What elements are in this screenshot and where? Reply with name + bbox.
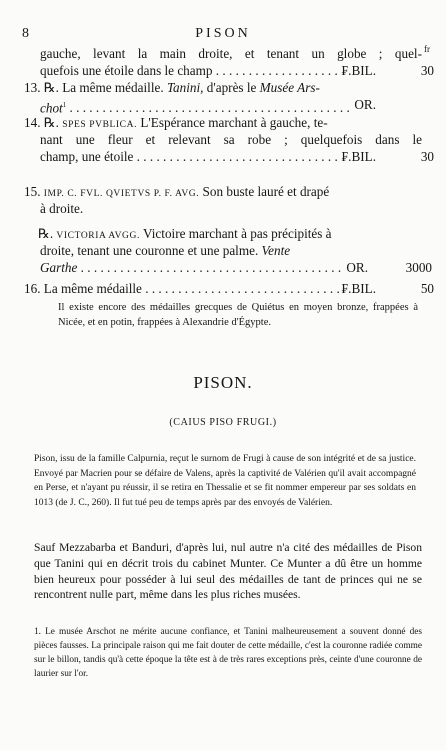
- footnote: 1. Le musée Arschot ne mérite aucune confiance, et Tanini malheureusement a souvent donné des pièces fausses. La principale raison qui me fait douter de cette médaille, c'est la couronne radiée comme sur le billon, tandis qu'à cette époque la tête est à de très rares exceptions près, ceinte d'une couronne de laurier sur l'or.: [34, 627, 422, 679]
- section-title: PISON.: [193, 373, 253, 392]
- entry-line: droite, tenant une couronne et une palme. Vente: [40, 243, 291, 258]
- entry-line: à droite.: [40, 201, 84, 216]
- column-head: fr: [424, 44, 430, 54]
- price: 3000: [405, 260, 432, 275]
- entry-14: 14. ℞. SPES PVBLICA. L'Espérance marchant à gauche, te-: [24, 115, 328, 130]
- price: 30: [420, 63, 434, 78]
- commentary: Sauf Mezzabarba et Banduri, d'après lui, nul autre n'a cité des médailles de Pison que Tanini qui en décrit trois du cabinet Munter. Ce Munter a dû être un homme bien heureux pour posséder à lui seul des médailles de tant de princes qui ne se rencontrent nulle part, même dans les plus riches musées.: [34, 541, 422, 602]
- legend: IMP. C. FVL. QVIETVS P. F. AVG.: [43, 189, 200, 199]
- entry-16: 16. La même médaille . . . ₣.BIL.: [24, 281, 376, 297]
- price: 50: [420, 281, 434, 296]
- entry-reverse: ℞. VICTORIA AVGG. Victoire marchant à pas précipités à: [38, 226, 332, 241]
- footnote-ref: 1: [62, 101, 67, 109]
- entry-line: chot$^1$ . . . OR.: [40, 97, 376, 113]
- entry-number: 15.: [24, 184, 41, 199]
- reverse-symbol: ℞.: [43, 80, 59, 95]
- legend: VICTORIA AVGG.: [56, 231, 140, 241]
- price: 30: [420, 149, 434, 164]
- entry-line: Garthe . . . OR.: [40, 260, 368, 276]
- page-number: 8: [22, 26, 29, 41]
- reverse-symbol: ℞.: [43, 115, 59, 130]
- entry-number: 14.: [24, 115, 41, 130]
- entry-line: nant une fleur et relevant sa robe ; quelquefois dans le: [40, 132, 422, 147]
- entry-number: 13.: [24, 80, 41, 95]
- legend: SPES PVBLICA.: [62, 120, 138, 130]
- entry-13: 13. ℞. La même médaille. Tanini, d'après le Musée Ars-: [24, 80, 320, 95]
- entry-line: gauche, levant la main droite, et tenant un globe ; quel-: [40, 46, 422, 61]
- entry-line: champ, une étoile . . . ₣.BIL.: [40, 149, 376, 165]
- reverse-symbol: ℞.: [38, 226, 54, 241]
- section-subtitle: (CAIUS PISO FRUGI.): [169, 417, 277, 428]
- entry-15: 15. IMP. C. FVL. QVIETVS P. F. AVG. Son buste lauré et drapé: [24, 184, 330, 199]
- entry-number: 16.: [24, 281, 41, 296]
- running-title: PISON: [195, 26, 251, 41]
- note: Il existe encore des médailles grecques de Quiétus en moyen bronze, frappées à Nicée, et en potin, frappées à Alexandrie d'Égypte.: [58, 302, 418, 328]
- biography: Pison, issu de la famille Calpurnia, reçut le surnom de Frugi à cause de son intégrité et de sa justice. Envoyé par Macrien pour se défaire de Valens, après la captivité de Valérien qu'il avait accompagné en Perse, et n'ayant pu réussir, il se retira en Thessalie et se fit nommer empereur par ses soldats en 1013 (de J. C., 260). Il fut tué peu de temps après par des envoyés de Valérien.: [34, 454, 416, 508]
- entry-line: quefois une étoile dans le champ . . . ₣.BIL.: [40, 63, 376, 79]
